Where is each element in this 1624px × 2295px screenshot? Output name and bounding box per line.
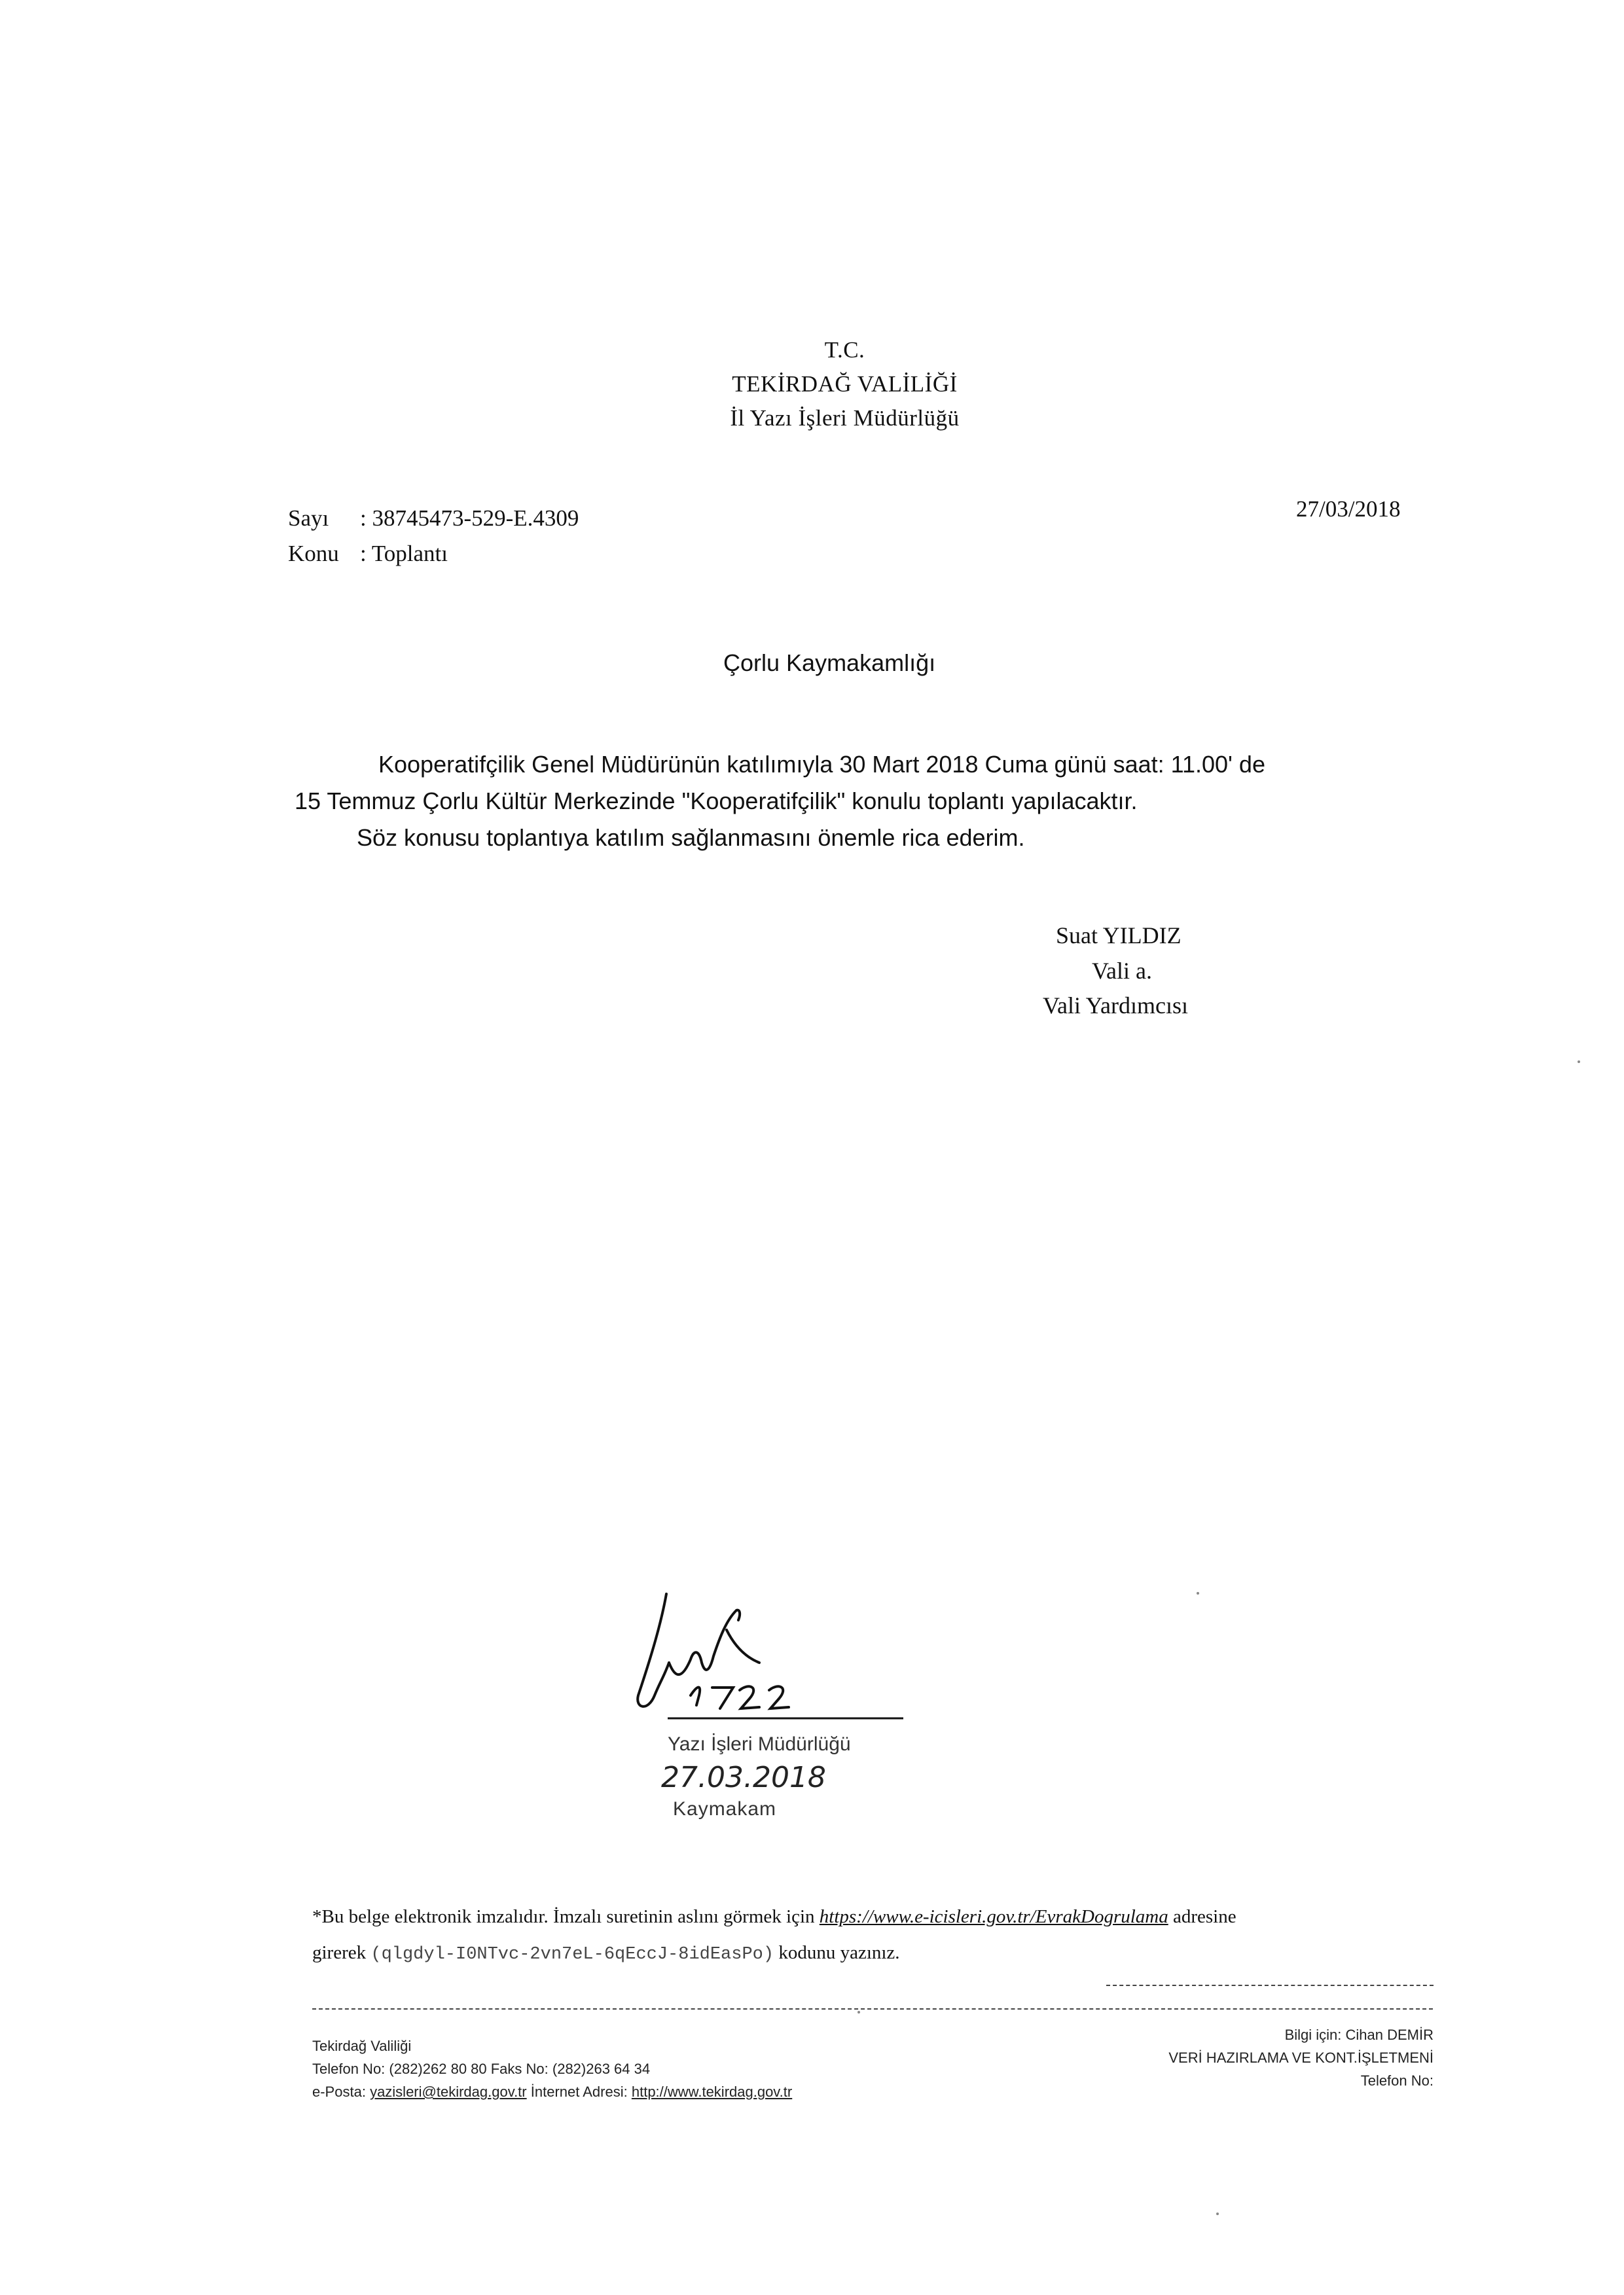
konu-value: : Toplantı bbox=[360, 541, 448, 566]
body-paragraph-2: Söz konusu toplantıya katılım sağlanmasını önemle rica ederim. bbox=[357, 824, 1025, 851]
handwritten-signature bbox=[628, 1584, 916, 1738]
divider-short bbox=[1106, 1985, 1434, 1986]
footer-phone: Telefon No: (282)262 80 80 Faks No: (282)263 64 34 bbox=[312, 2061, 651, 2077]
header-unit: İl Yazı İşleri Müdürlüğü bbox=[730, 405, 960, 431]
sayi-value: : 38745473-529-E.4309 bbox=[360, 505, 579, 531]
scan-speck bbox=[1197, 1592, 1199, 1595]
footer-info-department: VERİ HAZIRLAMA VE KONT.İŞLETMENİ bbox=[1168, 2050, 1434, 2066]
footer-contact bbox=[312, 2084, 792, 2101]
signature-scribble-icon bbox=[628, 1584, 916, 1735]
konu-row bbox=[288, 541, 448, 567]
stamp-role: Kaymakam bbox=[673, 1798, 777, 1820]
verification-line2-suffix: kodunu yazınız. bbox=[778, 1942, 900, 1963]
footer-info-phone: Telefon No: bbox=[1360, 2072, 1434, 2089]
body-paragraph-1-line-1: Kooperatifçilik Genel Müdürünün katılımıyla 30 Mart 2018 Cuma günü saat: 11.00' de bbox=[378, 751, 1265, 778]
stamp-unit: Yazı İşleri Müdürlüğü bbox=[668, 1733, 851, 1755]
verification-code: (qlgdyl-I0NTvc-2vn7eL-6qEccJ-8idEasPo) bbox=[370, 1945, 774, 1964]
divider-long bbox=[312, 2008, 1433, 2010]
konu-label: Konu bbox=[288, 541, 339, 566]
verification-prefix: *Bu belge elektronik imzalıdır. İmzalı suretinin aslını görmek için bbox=[312, 1906, 815, 1927]
footer-web-link[interactable]: http://www.tekirdag.gov.tr bbox=[631, 2084, 793, 2100]
sayi-row bbox=[288, 505, 579, 532]
header-organization: TEKİRDAĞ VALİLİĞİ bbox=[732, 371, 958, 397]
signatory-name: Suat YILDIZ bbox=[1056, 922, 1182, 949]
header-tc: T.C. bbox=[824, 337, 865, 363]
footer-org-name: Tekirdağ Valiliği bbox=[312, 2038, 412, 2054]
scan-speck bbox=[1216, 2213, 1219, 2215]
verification-line-1 bbox=[312, 1906, 1236, 1928]
sayi-label: Sayı bbox=[288, 505, 329, 531]
verification-link[interactable]: https://www.e-icisleri.gov.tr/EvrakDogrulama bbox=[819, 1906, 1168, 1927]
recipient: Çorlu Kaymakamlığı bbox=[723, 649, 936, 676]
stamp-date: 27.03.2018 bbox=[661, 1761, 826, 1794]
footer-info-contact: Bilgi için: Cihan DEMİR bbox=[1284, 2027, 1434, 2043]
signatory-role-1: Vali a. bbox=[1092, 958, 1152, 984]
scan-speck bbox=[857, 2011, 860, 2014]
scan-speck bbox=[1578, 1060, 1580, 1063]
document-date: 27/03/2018 bbox=[1296, 496, 1401, 522]
footer-email-label: e-Posta: bbox=[312, 2084, 366, 2100]
footer-web-label: İnternet Adresi: bbox=[530, 2084, 628, 2100]
verification-line2-prefix: girerek bbox=[312, 1942, 367, 1963]
verification-line-2 bbox=[312, 1942, 900, 1964]
footer-email-link[interactable]: yazisleri@tekirdag.gov.tr bbox=[370, 2084, 527, 2100]
body-paragraph-1-line-2: 15 Temmuz Çorlu Kültür Merkezinde "Kooperatifçilik" konulu toplantı yapılacaktır. bbox=[295, 787, 1138, 814]
verification-suffix: adresine bbox=[1172, 1906, 1236, 1927]
signatory-role-2: Vali Yardımcısı bbox=[1043, 992, 1189, 1019]
